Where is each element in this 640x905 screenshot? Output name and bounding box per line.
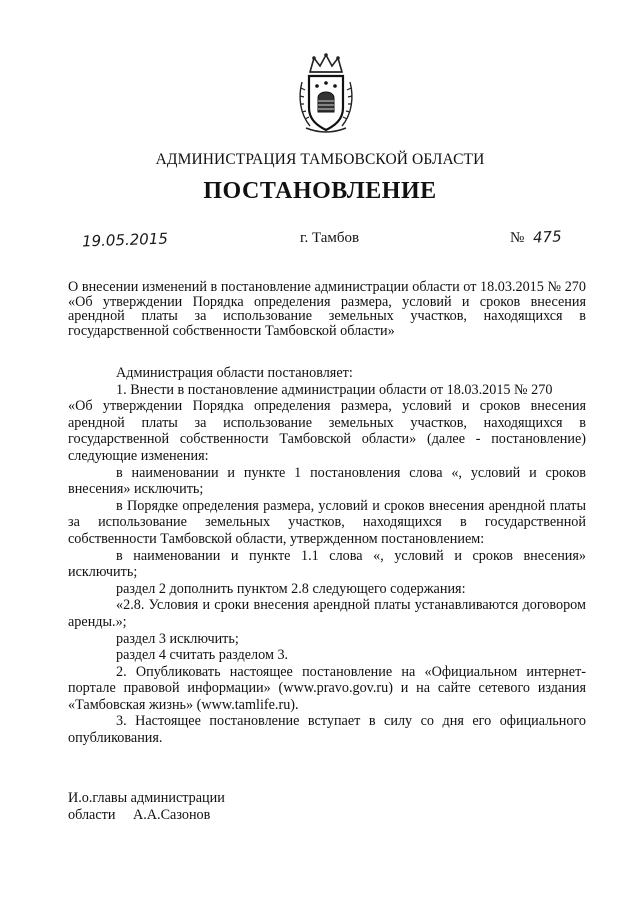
body-item-2: 2. Опубликовать настоящее постановление на «Официальном интернет-портале правовой информации» (www.pravo.gov.ru) и на сайте сетевого издания «Тамбовская жизнь» (www.tamlife.ru).: [68, 663, 586, 713]
agency-name: АДМИНИСТРАЦИЯ ТАМБОВСКОЙ ОБЛАСТИ: [155, 151, 485, 168]
tambov-coat-of-arms-icon: [296, 52, 356, 136]
document-city: г. Тамбов: [300, 230, 360, 246]
document-type-title: ПОСТАНОВЛЕНИЕ: [203, 178, 437, 204]
body-item-1a: в наименовании и пункте 1 постановления слова «, условий и сроков внесения» исключить;: [68, 464, 586, 498]
document-number: 475: [532, 227, 563, 247]
signature-block: [68, 790, 225, 823]
document-subject: О внесении изменений в постановление администрации области от 18.03.2015 № 270 «Об утверждении Порядка определения размера, условий и сроков внесения арендной платы за использование земельных участков, находящихся в государственной собственности Тамбовской области»: [68, 279, 586, 339]
body-item-1-continuation: «Об утверждении Порядка определения размера, условий и сроков внесения арендной платы за использование земельных участков, находящихся в государственной собственности Тамбовской области» (далее - постановление) следующие изменения:: [68, 398, 586, 464]
signatory-title: И.о.главы администрации: [68, 790, 225, 806]
body-item-1b-5: раздел 4 считать разделом 3.: [116, 647, 289, 664]
body-item-1b: в Порядке определения размера, условий и сроков внесения арендной платы за использование земельных участков, находящихся в государственной собственности Тамбовской области, утвержденном постановлением:: [68, 497, 586, 547]
signatory-title-cont: области: [68, 806, 116, 823]
body-intro: Администрация области постановляет:: [116, 365, 353, 381]
signatory-name: А.А.Сазонов: [132, 806, 211, 823]
document-number-label: №: [510, 230, 525, 246]
signatory-line: [68, 807, 225, 824]
body-item-3: 3. Настоящее постановление вступает в силу со дня его официального опубликования.: [68, 713, 586, 747]
body-item-1b-1: в наименовании и пункте 1.1 слова «, условий и сроков внесения» исключить;: [68, 547, 586, 581]
body-item-1b-2: раздел 2 дополнить пунктом 2.8 следующего содержания:: [116, 580, 466, 597]
document-date: 19.05.2015: [81, 229, 169, 251]
body-item-1b-3: «2.8. Условия и сроки внесения арендной платы устанавливаются договором аренды.»;: [68, 597, 586, 630]
body-item-1: 1. Внести в постановление администрации области от 18.03.2015 № 270: [116, 381, 553, 398]
document-body: [68, 365, 586, 747]
body-item-1b-4: раздел 3 исключить;: [116, 630, 239, 647]
